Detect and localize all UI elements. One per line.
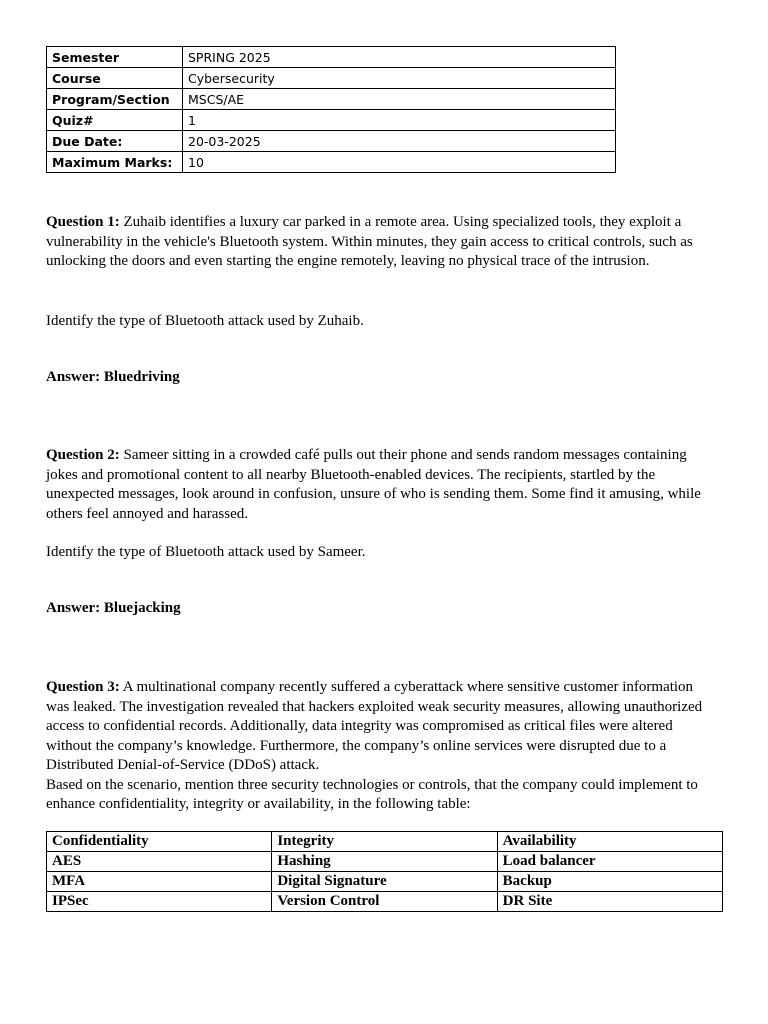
column-header: Integrity <box>272 832 497 852</box>
quiz-info-table <box>46 46 616 173</box>
course-value: Cybersecurity <box>183 68 616 89</box>
table-cell: Version Control <box>272 892 497 912</box>
column-header: Confidentiality <box>47 832 272 852</box>
question-3-text: A multinational company recently suffered a cyberattack where sensitive customer information was leaked. The investigation revealed that hackers exploited weak security measures, allowing unauthorized access to confidential records. Additionally, data integrity was compromised as critical files were altered without the company’s knowledge. Furthermore, the company’s online services were disrupted due to a Distributed Denial-of-Service (DDoS) attack. <box>46 679 703 773</box>
question-1-answer: Answer: Bluedriving <box>46 369 180 385</box>
table-row <box>47 110 616 131</box>
table-row <box>47 89 616 110</box>
table-cell: MFA <box>47 872 272 892</box>
table-cell: AES <box>47 852 272 872</box>
due-date-value: 20-03-2025 <box>183 131 616 152</box>
semester-value: SPRING 2025 <box>183 47 616 68</box>
question-2-text: Sameer sitting in a crowded café pulls out their phone and sends random messages containing jokes and promotional content to all nearby Bluetooth-enabled devices. The recipients, startled by the unexpected messages, look around in confusion, unsure of who is sending them. Some find it amusing, while others feel annoyed and harassed. <box>46 447 701 522</box>
quiz-number-value: 1 <box>183 110 616 131</box>
table-cell: Load balancer <box>497 852 722 872</box>
course-label: Course <box>47 68 183 89</box>
quiz-number-label: Quiz# <box>47 110 183 131</box>
question-2-prompt: Identify the type of Bluetooth attack used by Sameer. <box>46 544 366 560</box>
maximum-marks-value: 10 <box>183 152 616 173</box>
question-1-text: Zuhaib identifies a luxury car parked in a remote area. Using specialized tools, they exploit a vulnerability in the vehicle's Bluetooth system. Within minutes, they gain access to critical controls, such as unlocking the doors and even starting the engine remotely, leaving no physical trace of the intrusion. <box>46 214 693 269</box>
table-row <box>47 47 616 68</box>
column-header: Availability <box>497 832 722 852</box>
maximum-marks-label: Maximum Marks: <box>47 152 183 173</box>
question-1-heading: Question 1: <box>46 214 120 230</box>
table-cell: DR Site <box>497 892 722 912</box>
semester-label: Semester <box>47 47 183 68</box>
question-2-answer: Answer: Bluejacking <box>46 600 181 616</box>
question-3-instructions: Based on the scenario, mention three security technologies or controls, that the company could implement to enhance confidentiality, integrity or availability, in the following table: <box>46 776 698 812</box>
table-cell: Backup <box>497 872 722 892</box>
question-1-body <box>46 213 716 272</box>
table-cell: Hashing <box>272 852 497 872</box>
cia-controls-table <box>46 831 723 912</box>
question-2-heading: Question 2: <box>46 447 120 463</box>
table-header-row <box>47 832 723 852</box>
table-row <box>47 131 616 152</box>
table-row <box>47 872 723 892</box>
question-3-body <box>46 678 716 815</box>
program-section-value: MSCS/AE <box>183 89 616 110</box>
table-cell: Digital Signature <box>272 872 497 892</box>
question-2-body <box>46 446 716 524</box>
table-row <box>47 852 723 872</box>
question-3-heading: Question 3: <box>46 679 120 695</box>
table-row <box>47 68 616 89</box>
table-row <box>47 152 616 173</box>
due-date-label: Due Date: <box>47 131 183 152</box>
table-row <box>47 892 723 912</box>
table-cell: IPSec <box>47 892 272 912</box>
program-section-label: Program/Section <box>47 89 183 110</box>
question-1-prompt: Identify the type of Bluetooth attack used by Zuhaib. <box>46 313 364 329</box>
